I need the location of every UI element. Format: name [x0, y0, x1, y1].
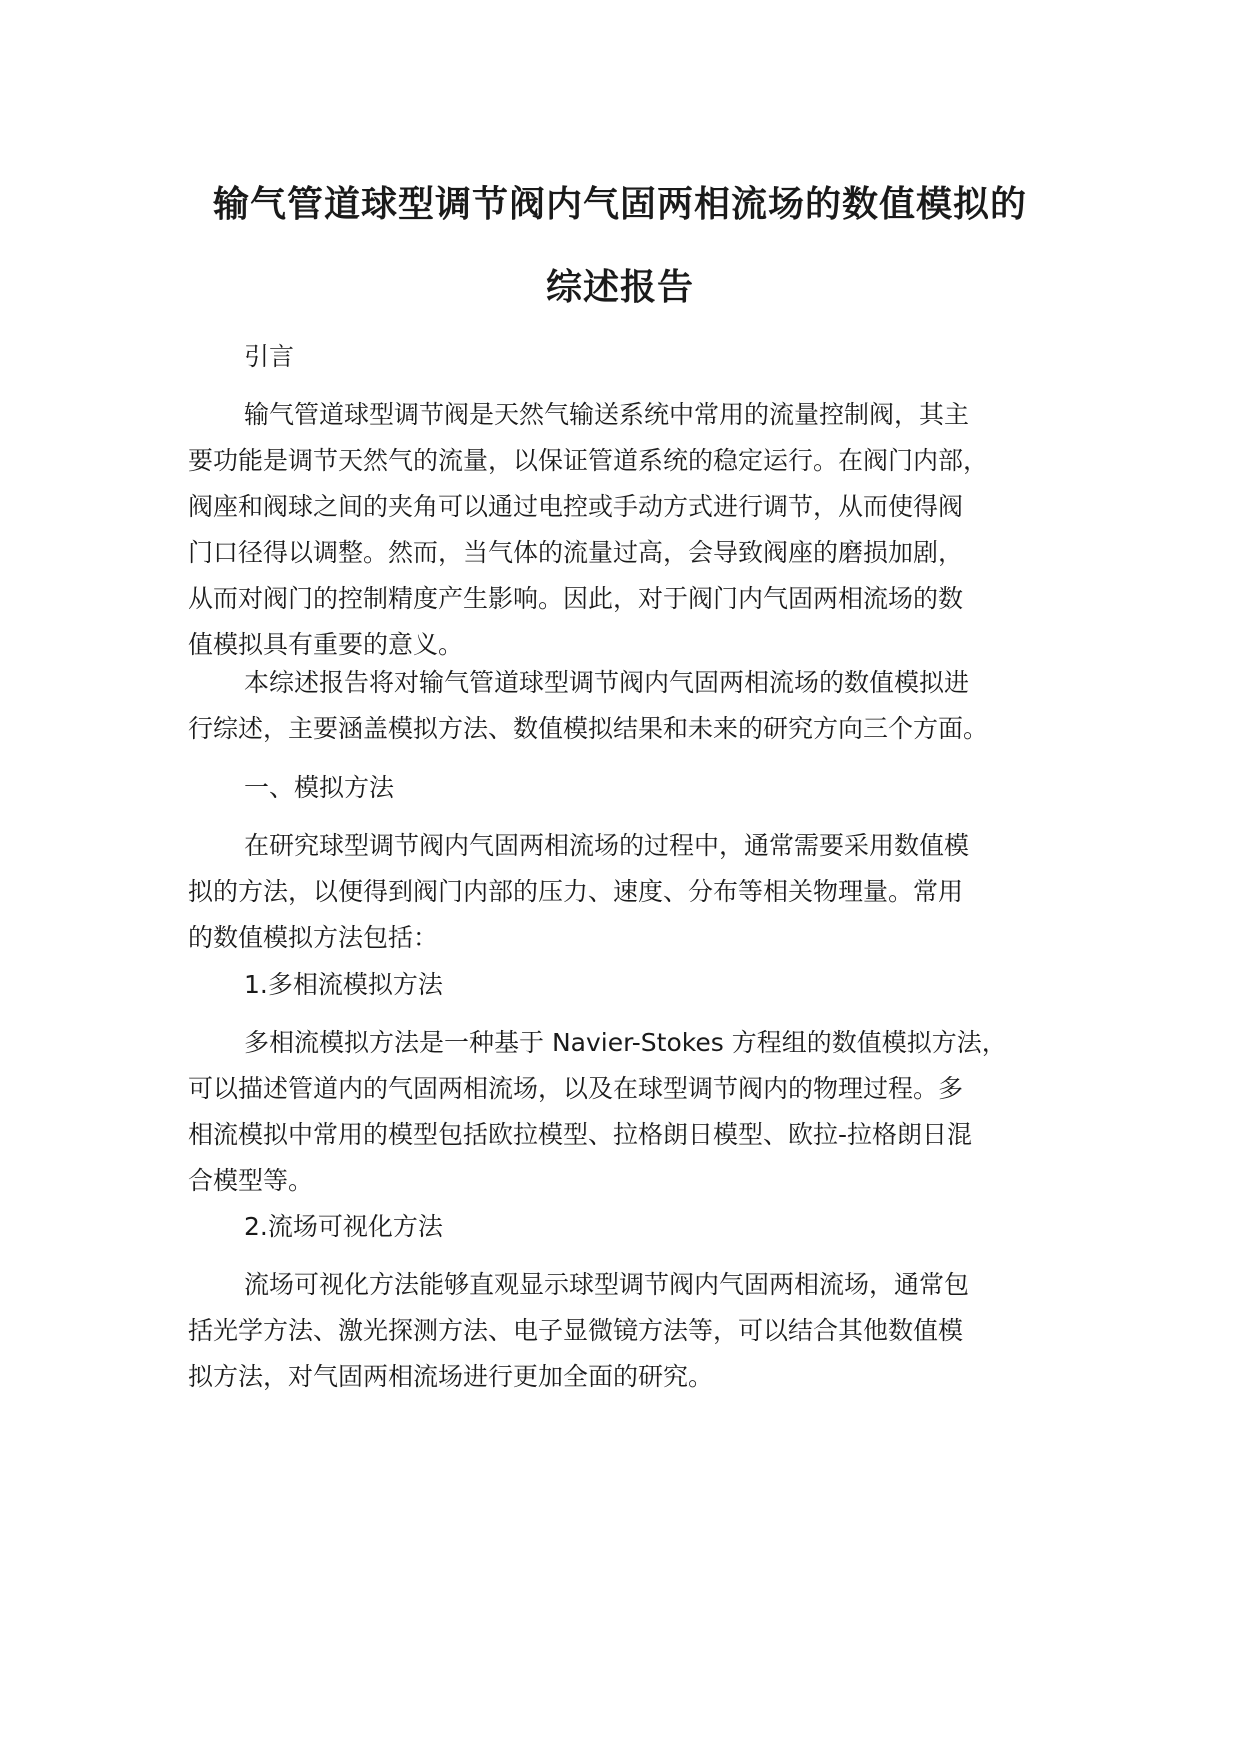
subsection-heading-visualization: 2.流场可视化方法: [244, 1212, 443, 1241]
paragraph-line: 在研究球型调节阀内气固两相流场的过程中，通常需要采用数值模: [244, 831, 970, 860]
paragraph-line: 多相流模拟方法是一种基于 Navier-Stokes 方程组的数值模拟方法，: [244, 1028, 1007, 1057]
paragraph-line: 从而对阀门的控制精度产生影响。因此，对于阀门内气固两相流场的数: [188, 584, 964, 613]
subsection-heading-multiphase: 1.多相流模拟方法: [244, 970, 443, 999]
paragraph-methods: [188, 823, 1088, 961]
paragraph-line: 流场可视化方法能够直观显示球型调节阀内气固两相流场，通常包: [244, 1270, 970, 1299]
paragraph-line: 的数值模拟方法包括：: [188, 923, 439, 952]
paragraph-line: 门口径得以调整。然而，当气体的流量过高，会导致阀座的磨损加剧，: [188, 538, 964, 567]
paragraph-line: 可以描述管道内的气固两相流场，以及在球型调节阀内的物理过程。多: [188, 1074, 964, 1103]
document-title-line-2: 综述报告: [545, 267, 694, 308]
paragraph-visualization: [188, 1262, 1088, 1400]
paragraph-line: 行综述，主要涵盖模拟方法、数值模拟结果和未来的研究方向三个方面。: [188, 714, 989, 743]
section-heading-intro: 引言: [244, 342, 295, 371]
paragraph-line: 合模型等。: [188, 1166, 314, 1195]
paragraph-line: 输气管道球型调节阀是天然气输送系统中常用的流量控制阀，其主: [244, 400, 970, 429]
paragraph-line: 要功能是调节天然气的流量，以保证管道系统的稳定运行。在阀门内部，: [188, 446, 989, 475]
paragraph-line: 值模拟具有重要的意义。: [188, 630, 464, 659]
paragraph-line: 拟的方法，以便得到阀门内部的压力、速度、分布等相关物理量。常用: [188, 877, 964, 906]
document-title-line-1: 输气管道球型调节阀内气固两相流场的数值模拟的: [212, 184, 1027, 225]
paragraph-multiphase: [188, 1020, 1088, 1204]
paragraph-line: 拟方法，对气固两相流场进行更加全面的研究。: [188, 1362, 714, 1391]
paragraph-line: 本综述报告将对输气管道球型调节阀内气固两相流场的数值模拟进: [244, 668, 970, 697]
paragraph-line: 相流模拟中常用的模型包括欧拉模型、拉格朗日模型、欧拉-拉格朗日混: [188, 1120, 973, 1149]
paragraph-line: 阀座和阀球之间的夹角可以通过电控或手动方式进行调节，从而使得阀: [188, 492, 964, 521]
section-heading-methods: 一、模拟方法: [244, 773, 395, 802]
paragraph-intro-2: [188, 660, 1088, 752]
paragraph-intro-1: [188, 392, 1088, 668]
paragraph-line: 括光学方法、激光探测方法、电子显微镜方法等，可以结合其他数值模: [188, 1316, 964, 1345]
